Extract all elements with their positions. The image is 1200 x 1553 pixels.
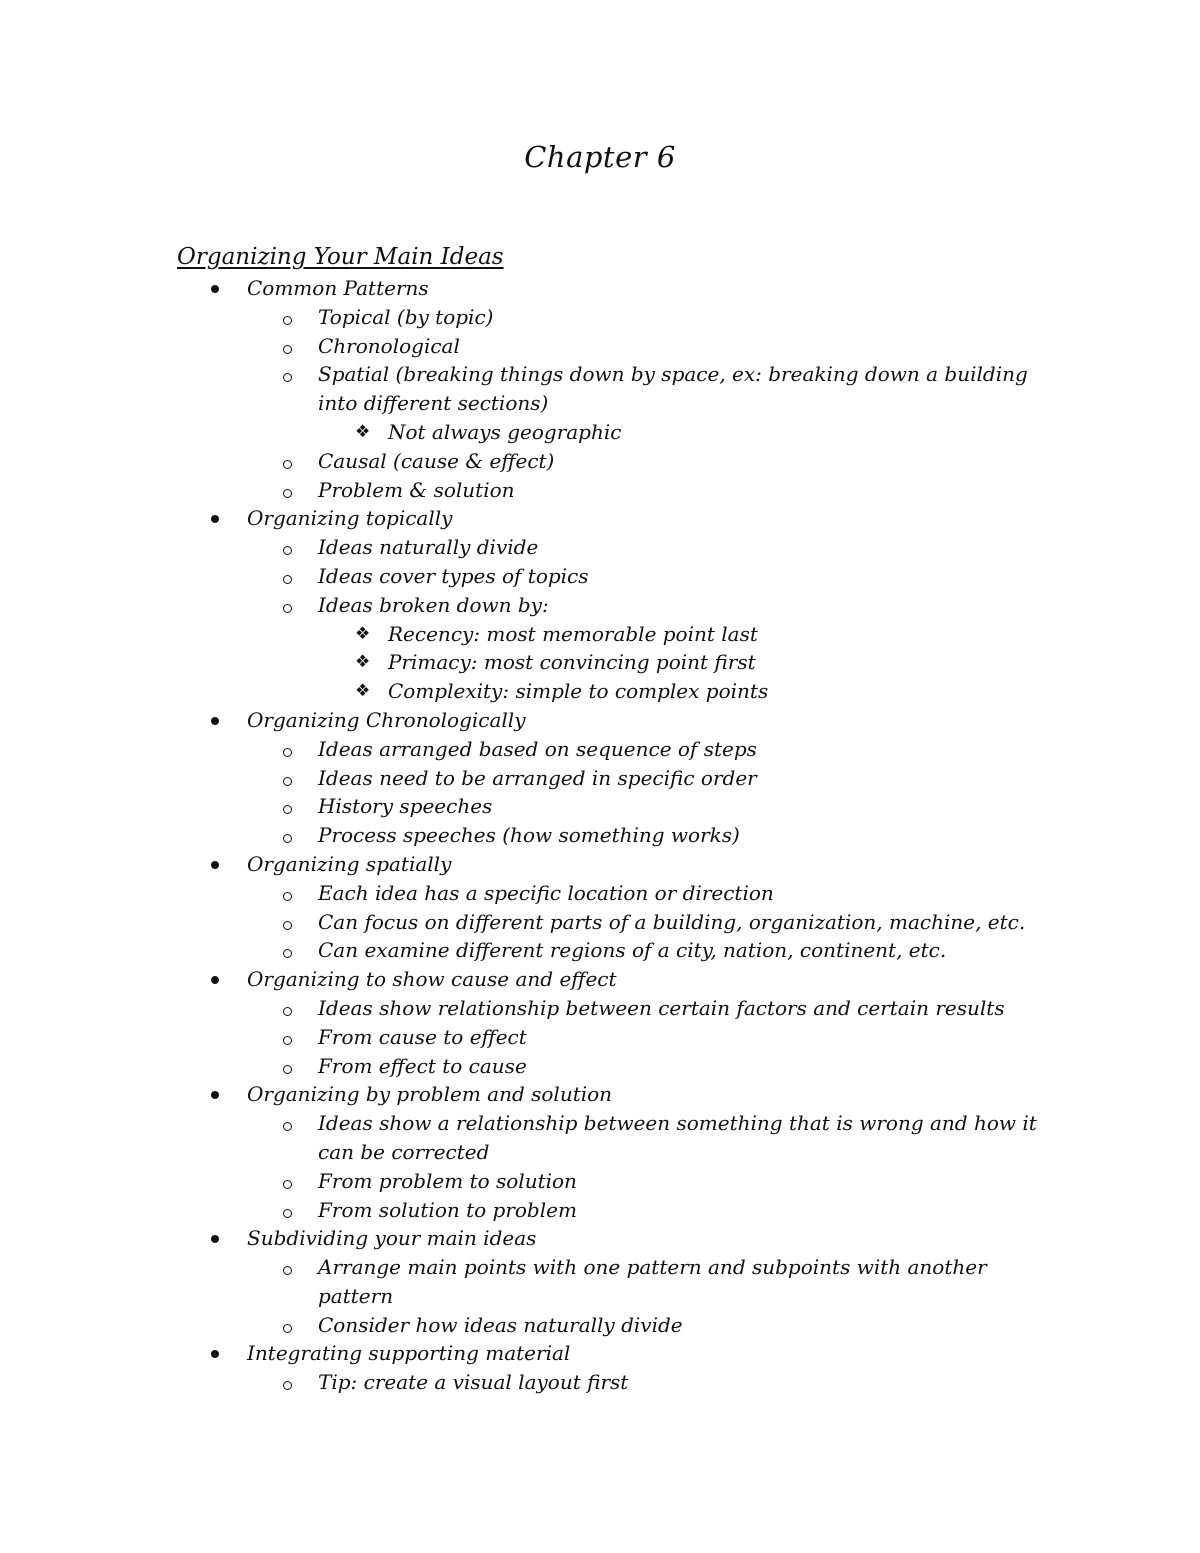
outline-item-text: Causal (cause & effect) [318, 448, 555, 473]
outline-item-text: Spatial (breaking things down by space, ex: breaking down a building [318, 362, 1028, 387]
outline-item-text: Process speeches (how something works) [318, 823, 740, 848]
hollow-circle-icon [283, 546, 292, 555]
outline-item-level3 [0, 620, 1200, 649]
hollow-circle-icon [283, 489, 292, 498]
outline-item-level2 [0, 1052, 1200, 1081]
outline-item-level2 [0, 1282, 1200, 1311]
hollow-circle-icon [283, 777, 292, 786]
outline-item-level1 [0, 706, 1200, 735]
hollow-circle-icon [283, 1180, 292, 1189]
outline-item-level1 [0, 1080, 1200, 1109]
outline-item-level2 [0, 389, 1200, 418]
outline-item-level2 [0, 821, 1200, 850]
outline-item-level3 [0, 418, 1200, 447]
outline-item-level2 [0, 332, 1200, 361]
hollow-circle-icon [283, 460, 292, 469]
filled-bullet-icon [211, 1091, 219, 1099]
outline-item-text: Ideas show a relationship between something that is wrong and how it [318, 1111, 1037, 1136]
outline-item-text: Subdividing your main ideas [247, 1226, 537, 1251]
outline-item-level2 [0, 764, 1200, 793]
outline-item-text: Ideas show relationship between certain factors and certain results [318, 995, 1005, 1020]
outline-item-level1 [0, 274, 1200, 303]
hollow-circle-icon [283, 834, 292, 843]
hollow-circle-icon [283, 921, 292, 930]
outline-item-level2 [0, 1311, 1200, 1340]
outline-item-level2 [0, 476, 1200, 505]
filled-bullet-icon [211, 861, 219, 869]
outline-item-level2 [0, 735, 1200, 764]
outline-item-text: Ideas need to be arranged in specific order [318, 765, 757, 790]
outline-item-level2 [0, 562, 1200, 591]
outline-item-text: Ideas arranged based on sequence of steps [318, 736, 757, 761]
outline-item-level2 [0, 447, 1200, 476]
outline-item-text: Chronological [318, 333, 460, 358]
hollow-circle-icon [283, 1266, 292, 1275]
hollow-circle-icon [283, 1324, 292, 1333]
outline-item-text: Ideas cover types of topics [318, 563, 589, 588]
outline-item-text: Can focus on different parts of a building, organization, machine, etc. [318, 909, 1026, 934]
outline-item-level2 [0, 1368, 1200, 1397]
outline-item-level1 [0, 1339, 1200, 1368]
outline-item-level2 [0, 1167, 1200, 1196]
outline-item-text: Ideas naturally divide [318, 535, 539, 560]
four-diamond-icon: ❖ [355, 652, 371, 673]
outline-item-level1 [0, 965, 1200, 994]
filled-bullet-icon [211, 976, 219, 984]
outline-item-level2 [0, 994, 1200, 1023]
outline-item-level1 [0, 850, 1200, 879]
outline-item-level3 [0, 648, 1200, 677]
filled-bullet-icon [211, 1350, 219, 1358]
section-heading: Organizing Your Main Ideas [177, 244, 504, 270]
outline-item-text: Primacy: most convincing point first [388, 650, 756, 675]
hollow-circle-icon [283, 1122, 292, 1131]
outline-item-text: History speeches [318, 794, 493, 819]
outline-item-text: Organizing by problem and solution [247, 1082, 613, 1107]
outline-item-level2 [0, 1253, 1200, 1282]
outline-item-text: Recency: most memorable point last [388, 621, 758, 646]
hollow-circle-icon [283, 892, 292, 901]
outline-item-text: into different sections) [318, 391, 549, 416]
outline-item-text: Organizing Chronologically [247, 707, 526, 732]
filled-bullet-icon [211, 515, 219, 523]
four-diamond-icon: ❖ [355, 421, 371, 442]
hollow-circle-icon [283, 604, 292, 613]
outline-item-level2 [0, 1109, 1200, 1138]
outline-item-level3 [0, 677, 1200, 706]
outline-item-text: Integrating supporting material [247, 1341, 571, 1366]
outline-item-text: Topical (by topic) [318, 304, 494, 329]
outline-item-level2 [0, 360, 1200, 389]
filled-bullet-icon [211, 1235, 219, 1243]
outline-item-text: Organizing spatially [247, 851, 452, 876]
outline-item-text: Arrange main points with one pattern and subpoints with another [318, 1255, 987, 1280]
hollow-circle-icon [283, 575, 292, 584]
outline-item-text: From effect to cause [318, 1053, 527, 1078]
outline-item-level2 [0, 1196, 1200, 1225]
outline-item-text: pattern [318, 1283, 394, 1308]
outline-item-level2 [0, 533, 1200, 562]
outline-item-text: Each idea has a specific location or direction [318, 880, 774, 905]
page-title: Chapter 6 [524, 140, 676, 174]
hollow-circle-icon [283, 1209, 292, 1218]
outline-item-text: can be corrected [318, 1139, 490, 1164]
outline-item-level1 [0, 1224, 1200, 1253]
outline-item-level2 [0, 908, 1200, 937]
outline-item-text: Not always geographic [388, 419, 622, 444]
outline-item-level2 [0, 1023, 1200, 1052]
hollow-circle-icon [283, 1007, 292, 1016]
outline-item-text: Can examine different regions of a city, nation, continent, etc. [318, 938, 947, 963]
hollow-circle-icon [283, 345, 292, 354]
hollow-circle-icon [283, 1381, 292, 1390]
outline-item-level2 [0, 792, 1200, 821]
outline-item-level2 [0, 303, 1200, 332]
outline-list [0, 274, 1200, 1397]
four-diamond-icon: ❖ [355, 681, 371, 702]
outline-item-text: Organizing topically [247, 506, 453, 531]
outline-item-text: From problem to solution [318, 1168, 577, 1193]
outline-item-text: Organizing to show cause and effect [247, 967, 617, 992]
hollow-circle-icon [283, 373, 292, 382]
hollow-circle-icon [283, 805, 292, 814]
hollow-circle-icon [283, 316, 292, 325]
four-diamond-icon: ❖ [355, 623, 371, 644]
hollow-circle-icon [283, 1065, 292, 1074]
filled-bullet-icon [211, 285, 219, 293]
outline-item-level2 [0, 936, 1200, 965]
outline-item-text: Complexity: simple to complex points [388, 679, 769, 704]
hollow-circle-icon [283, 949, 292, 958]
outline-item-text: Consider how ideas naturally divide [318, 1312, 683, 1337]
outline-item-text: Tip: create a visual layout first [318, 1370, 629, 1395]
outline-item-level1 [0, 504, 1200, 533]
outline-item-text: Ideas broken down by: [318, 592, 549, 617]
outline-item-text: Problem & solution [318, 477, 515, 502]
hollow-circle-icon [283, 748, 292, 757]
outline-item-level2 [0, 879, 1200, 908]
outline-item-level2 [0, 1138, 1200, 1167]
outline-item-text: From solution to problem [318, 1197, 577, 1222]
filled-bullet-icon [211, 717, 219, 725]
outline-item-level2 [0, 591, 1200, 620]
outline-item-text: Common Patterns [247, 276, 429, 300]
hollow-circle-icon [283, 1036, 292, 1045]
outline-item-text: From cause to effect [318, 1024, 527, 1049]
